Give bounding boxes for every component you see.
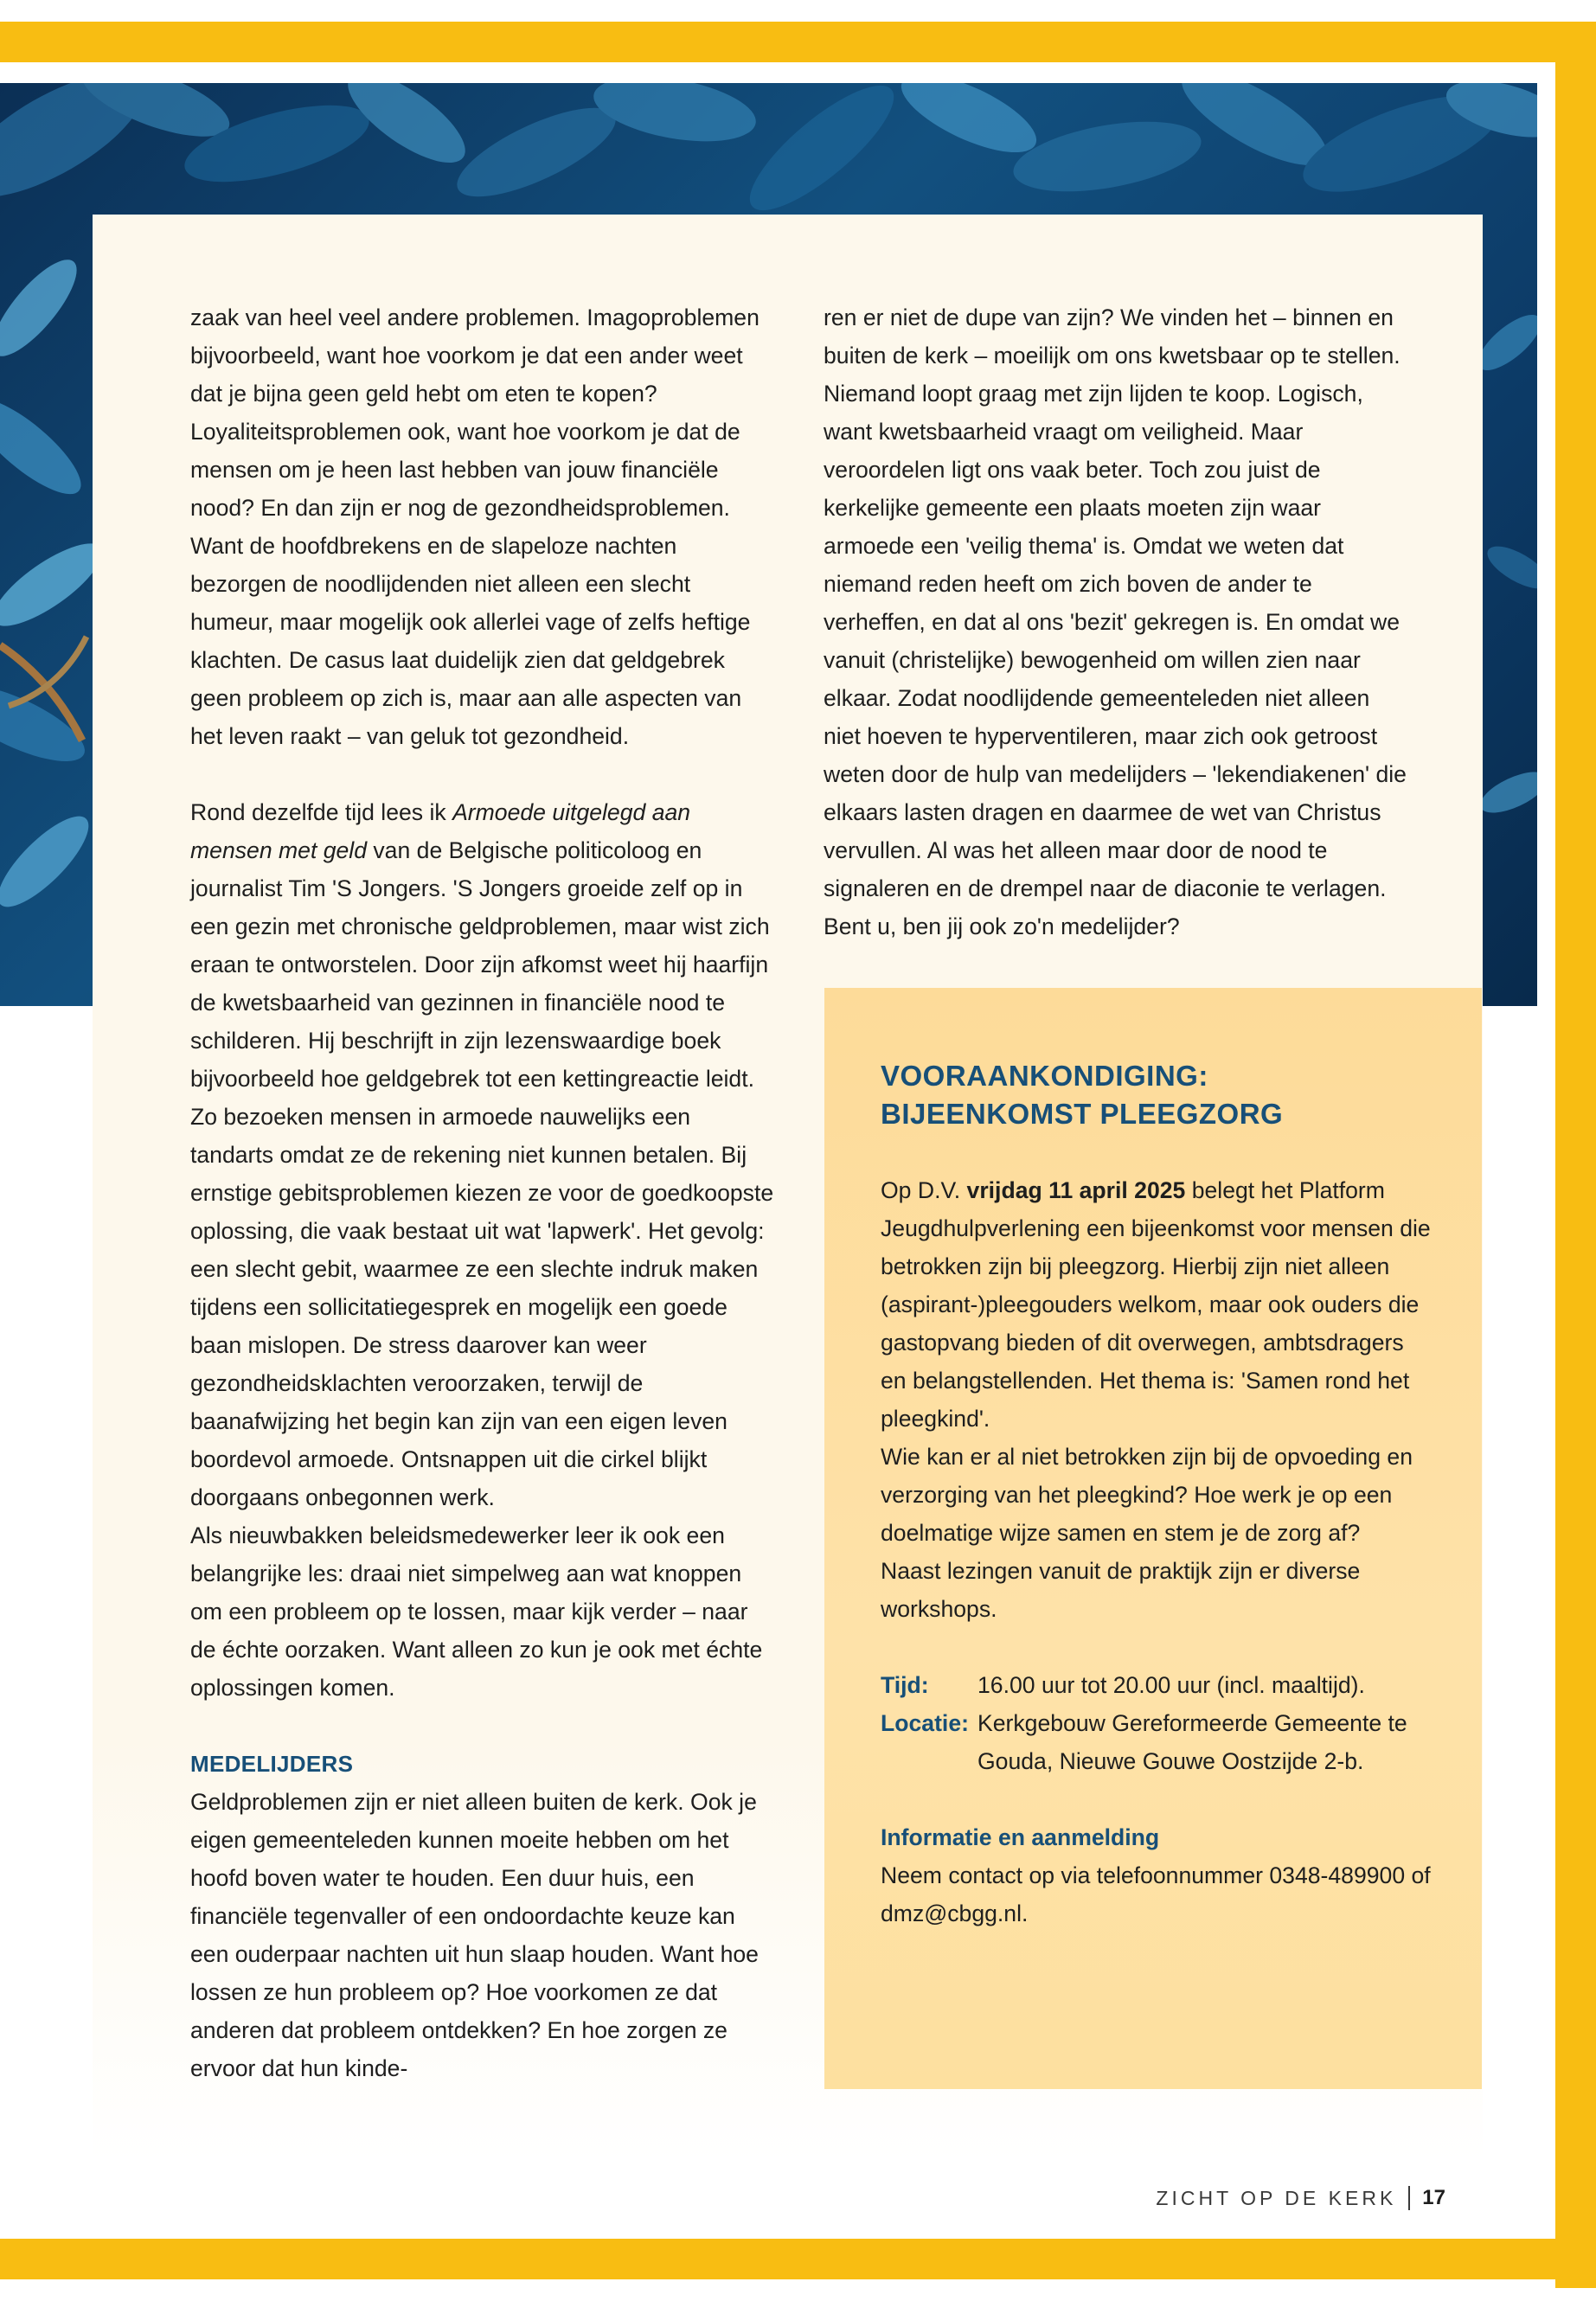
paragraph-text: van de Belgische politicoloog en journalist Tim 'S Jongers. 'S Jongers groeide zelf op in een gezin met chronische geldproblemen, maar wist zich eraan te ontworstelen. Door zijn afkomst weet hij haarfijn de kwetsbaarheid van gezinnen in financiële nood te schilderen. Hij beschrijft in zijn lezenswaardige boek bijvoorbeeld hoe geldgebrek tot een kettingreactie leidt. Zo bezoeken mensen in armoede nauwelijks een tandarts omdat ze de rekening niet kunnen betalen. Bij ernstige gebitsproblemen kiezen ze voor de goedkoopste oplossing, die vaak bestaat uit wat 'lapwerk'. Het gevolg: een slecht gebit, waarmee ze een slechte indruk maken tijdens een sollicitatiegesprek en mogelijk een goede baan mislopen. De stress daarover kan weer gezondheidsklachten veroorzaken, terwijl de baanafwijzing het begin kan zijn van een eigen leven boordevol armoede. Ontsnappen uit die cirkel blijkt doorgaans onbegonnen werk. xyxy=(190,837,774,1510)
section-heading: MEDELIJDERS xyxy=(190,1751,354,1777)
article-right-column xyxy=(824,298,1412,945)
article-paragraph: ren er niet de dupe van zijn? We vinden het – binnen en buiten de kerk – moeilijk om ons kwetsbaar op te stellen. Niemand loopt graag met zijn lijden te koop. Logisch, want kwetsbaarheid vraagt om veiligheid. Maar veroordelen ligt ons vaak beter. Toch zou juist de kerkelijke gemeente een plaats moeten zijn waar armoede een 'veilig thema' is. Omdat we weten dat niemand reden heeft om zich boven de ander te verheffen, en dat al ons 'bezit' gekregen is. En omdat we vanuit (christelijke) bewogenheid om willen zien naar elkaar. Zodat noodlijdende gemeenteleden niet alleen niet hoeven te hyperventileren, maar zich ook getroost weten door de hulp van medelijders – 'lekendiakenen' die elkaars lasten dragen en daarmee de wet van Christus vervullen. Al was het alleen maar door de nood te signaleren en de drempel naar de diaconie te verlagen. Bent u, ben jij ook zo'n medelijder? xyxy=(824,304,1407,939)
event-location-row xyxy=(881,1704,1434,1780)
event-time-row xyxy=(881,1666,1434,1704)
page-frame-top xyxy=(0,22,1596,62)
paragraph-text: Rond dezelfde tijd lees ik xyxy=(190,799,453,825)
event-date: vrijdag 11 april 2025 xyxy=(966,1177,1186,1203)
announcement-paragraph: Wie kan er al niet betrokken zijn bij de opvoeding en verzorging van het pleegkind? Hoe werk je op een doelmatige wijze samen en stem je de zorg af? xyxy=(881,1444,1413,1546)
article-left-column xyxy=(190,298,779,2087)
info-text: Neem contact op via telefoonnummer 0348-489900 of dmz@cbgg.nl. xyxy=(881,1862,1431,1926)
announcement-title xyxy=(881,1057,1434,1133)
intro-text: belegt het Platform Jeugdhulpverlening een bijeenkomst voor mensen die betrokken zijn bij pleegzorg. Hierbij zijn niet alleen (aspirant-)pleegouders welkom, maar ook ouders die gastopvang bieden of dit overwegen, ambtsdragers en belangstellenden. Het thema is: 'Samen rond het pleegkind'. xyxy=(881,1177,1431,1432)
location-value: Kerkgebouw Gereformeerde Gemeente te Gouda, Nieuwe Gouwe Oostzijde 2-b. xyxy=(977,1710,1407,1774)
intro-text: Op D.V. xyxy=(881,1177,967,1203)
announcement-title-line1: VOORAANKONDIGING: xyxy=(881,1060,1208,1092)
article-paragraph: zaak van heel veel andere problemen. Imagoproblemen bijvoorbeeld, want hoe voorkom je dat een ander weet dat je bijna geen geld hebt om eten te kopen? Loyaliteitsproblemen ook, want hoe voorkom je dat de mensen om je heen last hebben van jouw financiële nood? En dan zijn er nog de gezondheidsproblemen. Want de hoofdbrekens en de slapeloze nachten bezorgen de noodlijdenden niet alleen een slecht humeur, maar mogelijk ook allerlei vage of zelfs heftige klachten. De casus laat duidelijk zien dat geldgebrek geen probleem op zich is, maar aan alle aspecten van het leven raakt – van geluk tot gezondheid. xyxy=(190,304,760,749)
announcement-title-line2: BIJEENKOMST PLEEGZORG xyxy=(881,1098,1284,1130)
article-paragraph: Geldproblemen zijn er niet alleen buiten de kerk. Ook je eigen gemeenteleden kunnen moeite hebben om het hoofd boven water te houden. Een duur huis, een financiële tegenvaller of een ondoordachte keuze kan een ouderpaar nachten uit hun slaap houden. Want hoe lossen ze hun probleem op? Hoe voorkomen ze dat anderen dat probleem ontdekken? En hoe zorgen ze ervoor dat hun kinde- xyxy=(190,1789,759,2081)
page-number: 17 xyxy=(1422,2186,1445,2209)
page-frame-bottom xyxy=(0,2239,1596,2279)
footer-divider xyxy=(1408,2186,1410,2210)
time-value: 16.00 uur tot 20.00 uur (incl. maaltijd). xyxy=(977,1672,1365,1698)
announcement-intro xyxy=(881,1171,1434,1438)
info-heading: Informatie en aanmelding xyxy=(881,1824,1160,1850)
page-frame-right xyxy=(1555,22,1596,2288)
article-paragraph: Als nieuwbakken beleidsmedewerker leer ik ook een belangrijke les: draai niet simpelweg aan wat knoppen om een probleem op te lossen, maar kijk verder – naar de échte oorzaken. Want alleen zo kun je ook met échte oplossingen komen. xyxy=(190,1522,763,1701)
time-label: Tijd: xyxy=(881,1672,929,1698)
book-title: Armoede uitgelegd aan mensen met geld xyxy=(190,799,691,863)
announcement-content xyxy=(881,1057,1434,1932)
page-footer xyxy=(1156,2185,1445,2211)
announcement-box xyxy=(824,988,1482,2089)
location-label: Locatie: xyxy=(881,1710,969,1736)
announcement-paragraph: Naast lezingen vanuit de praktijk zijn er diverse workshops. xyxy=(881,1558,1361,1622)
article-paragraph-book xyxy=(190,793,779,1516)
magazine-name: ZICHT OP DE KERK xyxy=(1156,2187,1397,2209)
